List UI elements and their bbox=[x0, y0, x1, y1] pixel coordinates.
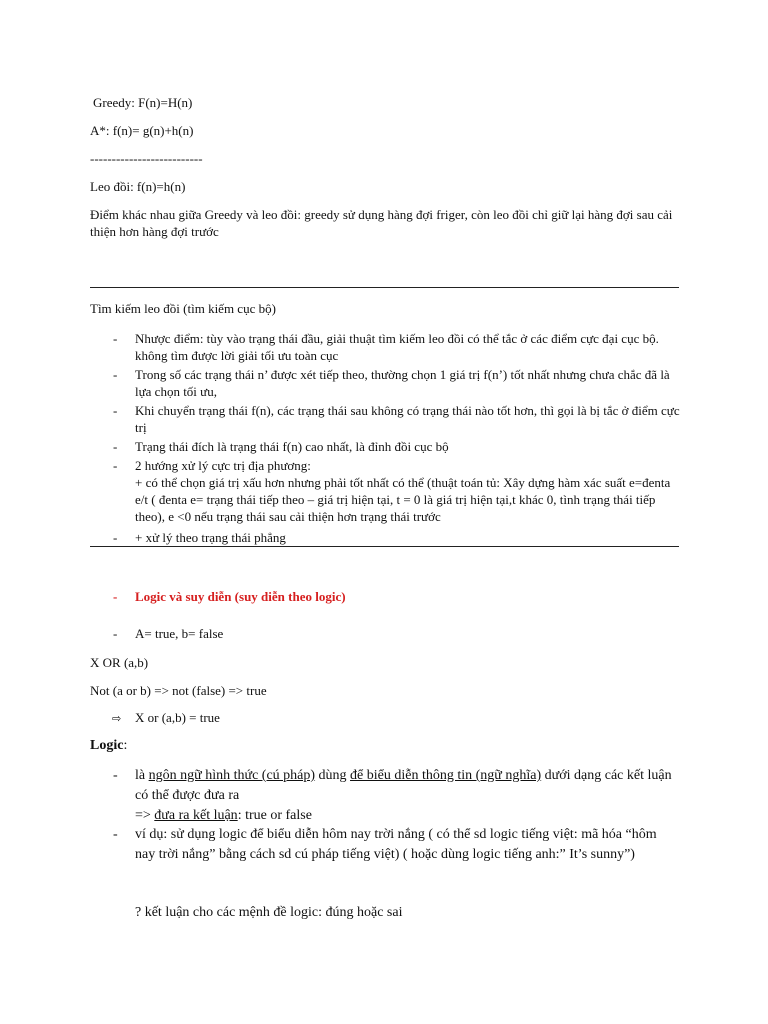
list-item: 2 hướng xử lý cực trị địa phương: bbox=[135, 458, 311, 473]
bullet-dash: - bbox=[113, 768, 118, 783]
hill-climbing-title: Tìm kiếm leo đồi (tìm kiếm cục bộ) bbox=[90, 301, 276, 316]
list-item: Khi chuyển trạng thái f(n), các trạng thái sau không có trạng thái nào tốt hơn, thì gọi là bị tắc ở điểm cực trị bbox=[135, 403, 680, 435]
xor-line: X OR (a,b) bbox=[90, 655, 149, 670]
bullet-dash: - bbox=[113, 367, 118, 382]
logic-colon: : bbox=[123, 738, 128, 753]
xor-result: X or (a,b) = true bbox=[135, 710, 220, 725]
not-expression: Not (a or b) => not (false) => true bbox=[90, 683, 267, 698]
logic-label: Logic bbox=[90, 738, 124, 753]
bullet-dash: - bbox=[113, 589, 118, 604]
list-item: Nhược điểm: tùy vào trạng thái đầu, giải thuật tìm kiếm leo đồi có thể tắc ở các điểm cực đại cục bộ. không tìm được lời giải tối ưu toàn cục bbox=[135, 331, 659, 363]
bullet-dash: - bbox=[113, 458, 118, 473]
assignment-line: A= true, b= false bbox=[135, 626, 224, 641]
list-item: Trong số các trạng thái n’ được xét tiếp theo, thường chọn 1 giá trị f(n’) tốt nhất nhưng chưa chắc đã là lựa chọn tối ưu, bbox=[135, 367, 670, 399]
list-item: + xử lý theo trạng thái phẳng bbox=[135, 530, 286, 545]
logic-definition bbox=[135, 766, 680, 826]
astar-formula: A*: f(n)= g(n)+h(n) bbox=[90, 123, 194, 138]
bullet-dash: - bbox=[113, 626, 118, 641]
horizontal-rule-bottom bbox=[90, 546, 679, 547]
hill-climbing-formula: Leo đồi: f(n)=h(n) bbox=[90, 179, 186, 194]
definition-prefix: là bbox=[135, 768, 149, 783]
logic-example: ví dụ: sử dụng logic để biểu diễn hôm nay trời nắng ( có thể sd logic tiếng việt: mã hóa “hôm nay trời nắng” bằng cách sd cú pháp tiếng việt) ( hoặc dùng logic tiếng anh:” It’s sunny”) bbox=[135, 827, 657, 862]
arrow-right-icon: ⇨ bbox=[112, 712, 122, 725]
horizontal-rule-top bbox=[90, 287, 679, 288]
conclusion-term: đưa ra kết luận bbox=[154, 808, 238, 823]
formal-language-term: ngôn ngữ hình thức (cú pháp) bbox=[148, 768, 316, 783]
definition-end: : true or false bbox=[237, 808, 312, 823]
greedy-vs-hill-difference: Điểm khác nhau giữa Greedy và leo đồi: greedy sử dụng hàng đợi friger, còn leo đồi chỉ giữ lại hàng đợi sau cải thiện hơn hàng đợi trước bbox=[90, 207, 673, 239]
logic-heading: Logic và suy diễn (suy diễn theo logic) bbox=[135, 589, 346, 604]
bullet-dash: - bbox=[113, 530, 118, 545]
bullet-dash: - bbox=[113, 403, 118, 418]
bullet-dash: - bbox=[113, 331, 118, 346]
bullet-dash: - bbox=[113, 439, 118, 454]
bullet-dash: - bbox=[113, 827, 118, 842]
definition-mid: dùng bbox=[315, 768, 351, 783]
dash-separator: -------------------------- bbox=[90, 151, 203, 166]
logic-label-line bbox=[90, 736, 127, 756]
implies-arrow: => bbox=[135, 808, 155, 823]
definition-suffix: dưới dạng các kết luận có thể được đưa ra bbox=[135, 768, 672, 803]
sub-paragraph: + có thể chọn giá trị xấu hơn nhưng phải tốt nhất có thể (thuật toán tủ: Xây dựng hàm xác suất e=đenta e/t ( đenta e= trạng thái tiếp theo – giá trị hiện tại, t = 0 là giá trị hiện tại,t khác 0, tình trạng thái tiếp theo), e <0 nếu trạng thái sau cải thiện hơn trạng thái trước bbox=[135, 475, 671, 524]
greedy-formula: Greedy: F(n)=H(n) bbox=[93, 95, 193, 110]
logic-question: ? kết luận cho các mệnh đề logic: đúng hoặc sai bbox=[135, 905, 403, 920]
represent-info-term: để biểu diễn thông tin (ngữ nghĩa) bbox=[350, 768, 542, 783]
list-item: Trạng thái đích là trạng thái f(n) cao nhất, là đỉnh đồi cục bộ bbox=[135, 439, 449, 454]
